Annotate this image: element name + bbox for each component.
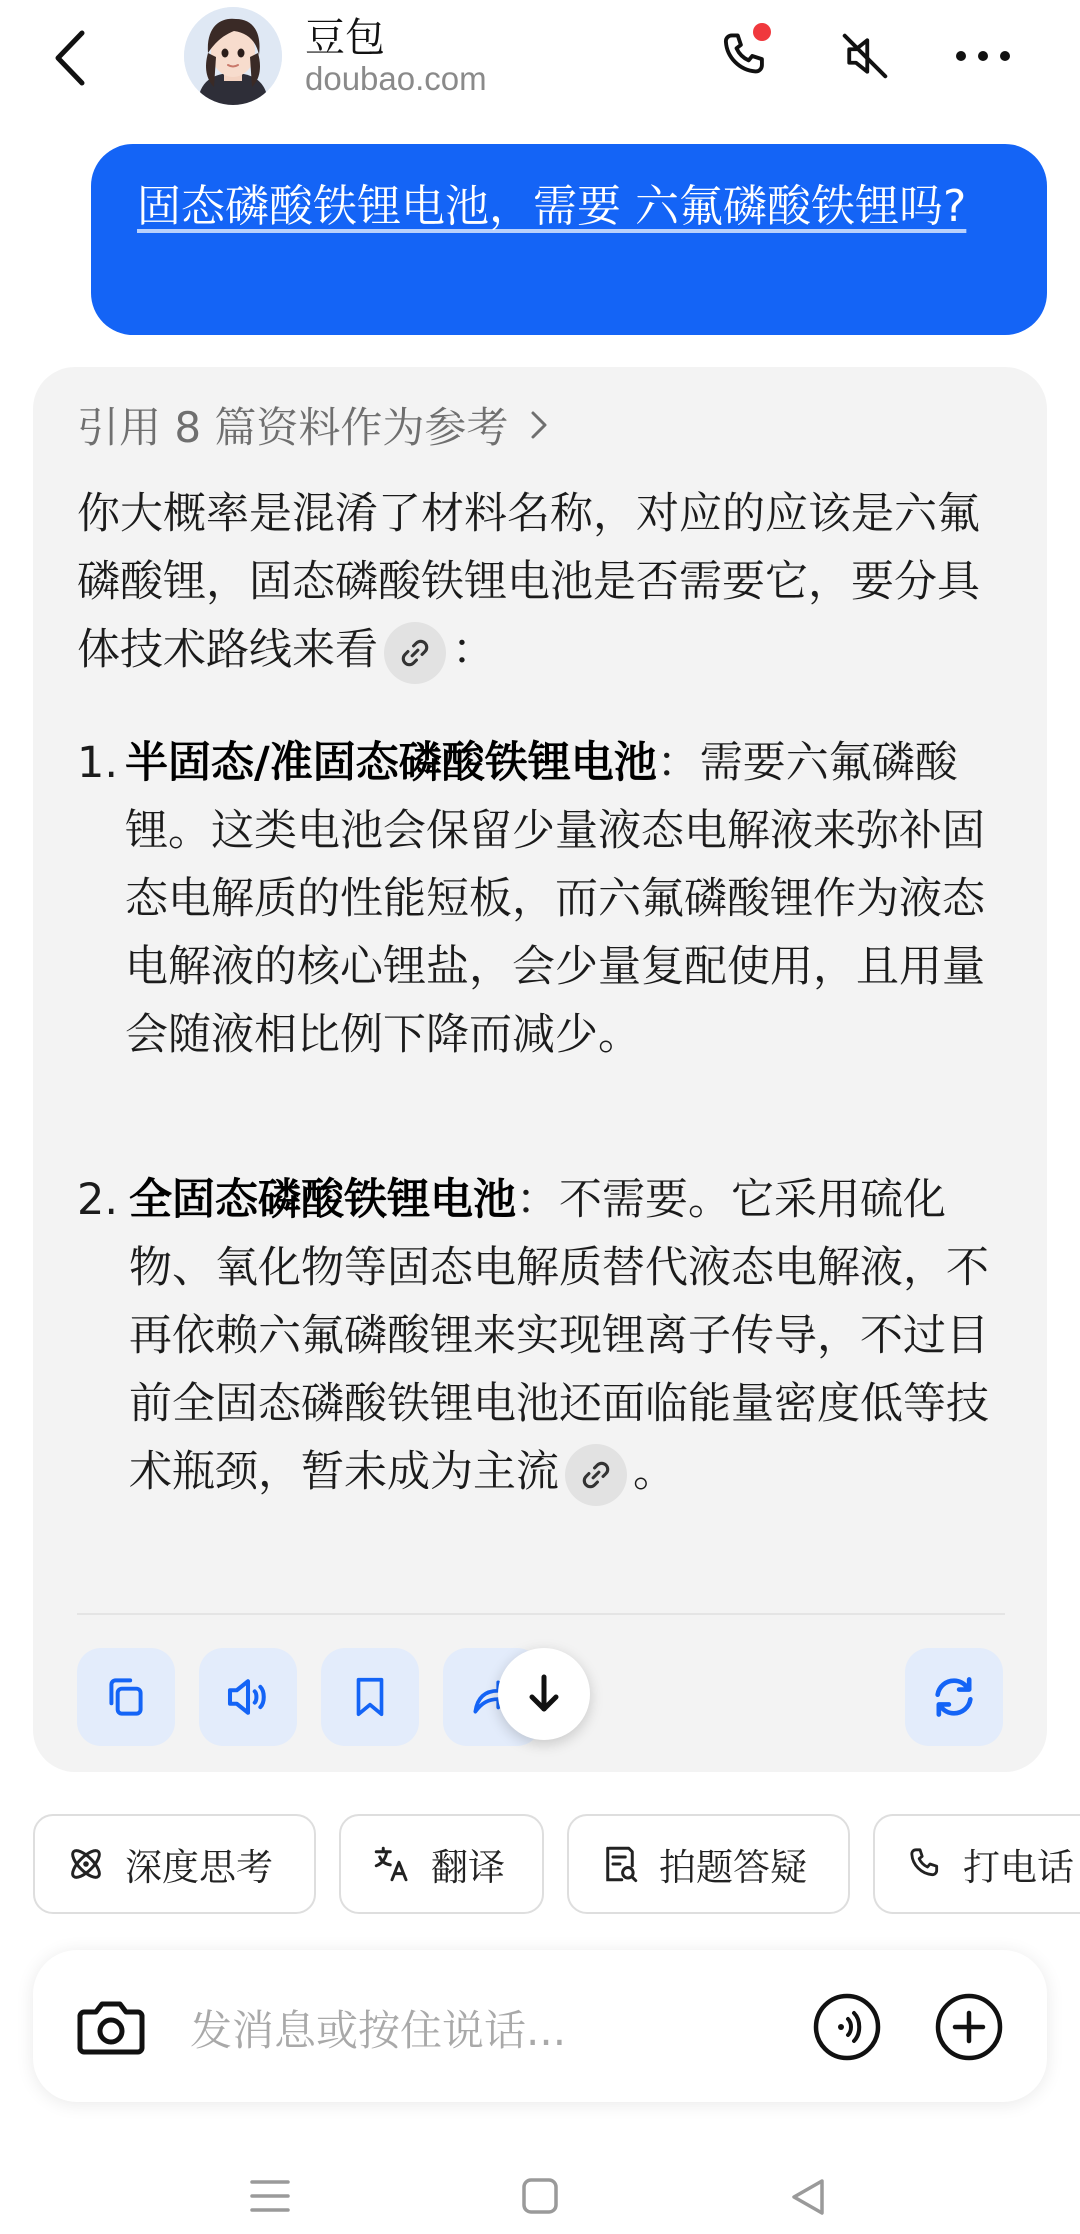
message-input[interactable]: 发消息或按住说话... — [190, 2006, 567, 2055]
list-item — [129, 1166, 995, 1506]
divider — [77, 1613, 1005, 1615]
list-item-title: 全固态磷酸铁锂电池 — [129, 1175, 516, 1225]
speaker-muted-icon — [838, 29, 892, 83]
speaker-icon — [221, 1670, 275, 1724]
answer-intro — [77, 480, 1007, 684]
nav-home-button[interactable] — [522, 2178, 558, 2218]
bookmark-icon — [347, 1672, 393, 1722]
references-link[interactable] — [77, 395, 548, 455]
chip-label: 翻译 — [431, 1846, 505, 1889]
chip-phone-call[interactable] — [873, 1814, 1080, 1914]
list-item-title: 半固态/准固态磷酸铁锂电池 — [125, 738, 657, 788]
list-item-number: 1. — [77, 738, 119, 788]
photo-question-icon — [599, 1843, 641, 1885]
plus-circle-icon — [934, 1992, 1004, 2062]
triangle-back-icon — [790, 2178, 826, 2216]
link-icon — [579, 1458, 613, 1492]
voice-wave-icon — [812, 1992, 882, 2062]
copy-icon — [101, 1672, 151, 1722]
chip-deep-thinking[interactable] — [33, 1814, 316, 1914]
more-button[interactable] — [947, 20, 1019, 92]
answer-intro-tail: ： — [452, 625, 495, 675]
avatar[interactable] — [184, 7, 282, 105]
arrow-down-icon — [524, 1672, 564, 1716]
translate-icon — [371, 1843, 413, 1885]
nav-back-button[interactable] — [790, 2178, 826, 2220]
camera-button[interactable] — [76, 1994, 146, 2058]
refresh-icon — [926, 1669, 982, 1725]
user-message-bubble[interactable] — [91, 144, 1047, 335]
camera-icon — [76, 1994, 146, 2058]
chip-label: 拍题答疑 — [659, 1846, 807, 1889]
link-icon — [398, 636, 432, 670]
add-button[interactable] — [934, 1992, 1004, 2062]
read-aloud-button[interactable] — [199, 1648, 297, 1746]
back-button[interactable] — [40, 22, 100, 94]
copy-button[interactable] — [77, 1648, 175, 1746]
bookmark-button[interactable] — [321, 1648, 419, 1746]
references-label: 引用 8 篇资料作为参考 — [77, 403, 509, 452]
citation-link-chip[interactable] — [565, 1444, 627, 1506]
scroll-to-bottom-button[interactable] — [498, 1648, 590, 1740]
more-dots-icon — [953, 49, 1013, 63]
list-item-number: 2. — [77, 1175, 119, 1225]
chevron-right-icon — [530, 410, 548, 440]
notification-dot — [753, 23, 771, 41]
avatar-portrait-icon — [184, 7, 282, 105]
phone-icon — [905, 1844, 945, 1884]
atom-icon — [65, 1843, 107, 1885]
chip-label: 打电话 — [963, 1846, 1074, 1889]
list-item-body: ：不需要。它采用硫化物、氧化物等固态电解质替代液态电解液，不再依赖六氟磷酸锂来实现锂离子传导，不过目前全固态磷酸铁锂电池还面临能量密度低等技术瓶颈，暂未成为主流 — [129, 1175, 989, 1497]
voice-button[interactable] — [812, 1992, 882, 2062]
chip-photo-question[interactable] — [567, 1814, 850, 1914]
list-item-body: ：需要六氟磷酸锂。这类电池会保留少量液态电解液来弥补固态电解质的性能短板，而六氟磷酸锂作为液态电解液的核心锂盐，会少量复配使用，且用量会随液相比例下降而减少。 — [125, 738, 985, 1060]
answer-intro-text: 你大概率是混淆了材料名称，对应的应该是六氟磷酸锂，固态磷酸铁锂电池是否需要它，要分具体技术路线来看 — [77, 489, 980, 675]
square-home-icon — [522, 2178, 558, 2214]
chevron-left-icon — [52, 29, 88, 87]
chat-title: 豆包 — [305, 15, 385, 61]
call-button[interactable] — [709, 20, 781, 92]
nav-menu-button[interactable] — [250, 2178, 290, 2218]
mute-button[interactable] — [829, 20, 901, 92]
chip-translate[interactable] — [339, 1814, 544, 1914]
list-item-tail: 。 — [633, 1447, 676, 1497]
user-message-text: 固态磷酸铁锂电池，需要 六氟磷酸铁锂吗? — [137, 181, 967, 232]
menu-lines-icon — [250, 2178, 290, 2214]
chat-subtitle: doubao.com — [305, 60, 487, 97]
chip-label: 深度思考 — [125, 1846, 273, 1889]
regenerate-button[interactable] — [905, 1648, 1003, 1746]
citation-link-chip[interactable] — [384, 622, 446, 684]
list-item — [125, 729, 995, 1069]
